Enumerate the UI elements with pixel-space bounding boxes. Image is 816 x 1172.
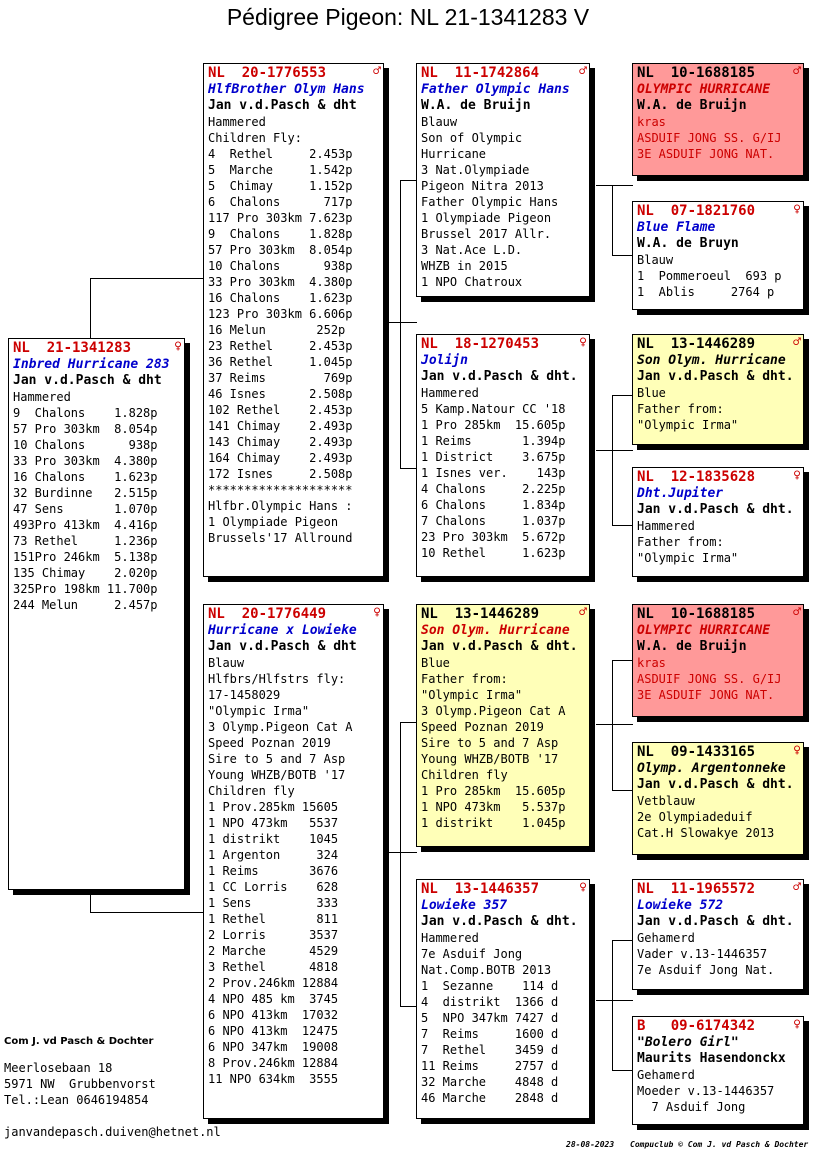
- info-line: 1 Reims 1.394p: [421, 434, 566, 448]
- connector: [596, 724, 633, 725]
- info-line: 3 Olymp.Pigeon Cat A: [421, 704, 566, 718]
- info-line: 102 Rethel 2.453p: [208, 403, 353, 417]
- pigeon-name: Dht.Jupiter: [637, 486, 724, 501]
- ring-number: NL 11-1965572: [637, 881, 756, 897]
- info-line: Moeder v.13-1446357: [637, 1084, 775, 1098]
- email-address: janvandepasch.duiven@hetnet.nl: [4, 1125, 221, 1139]
- info-line: Father from:: [637, 535, 724, 549]
- connector: [612, 1070, 633, 1071]
- info-line: 1 Ablis 2764 p: [637, 285, 775, 299]
- info-line: "Olympic Irma": [637, 418, 739, 432]
- owner-name: W.A. de Bruyn: [637, 236, 739, 251]
- info-line: Hammered: [421, 386, 479, 400]
- info-line: 4 distrikt 1366 d: [421, 995, 559, 1009]
- info-line: Gehamerd: [637, 931, 695, 945]
- info-line: 11 Reims 2757 d: [421, 1059, 559, 1073]
- sex-symbol: ♂: [793, 64, 801, 79]
- info-line: 3 Nat.Ace L.D.: [421, 243, 523, 257]
- info-line: "Olympic Irma": [208, 704, 310, 718]
- info-line: 46 Marche 2848 d: [421, 1091, 559, 1105]
- info-line: 47 Sens 1.070p: [13, 502, 158, 516]
- info-line: 57 Pro 303km 8.054p: [208, 243, 353, 257]
- info-line: 6 NPO 347km 19008: [208, 1040, 339, 1054]
- connector: [400, 468, 417, 469]
- info-line: 7 Rethel 3459 d: [421, 1043, 559, 1057]
- connector: [596, 1000, 633, 1001]
- credit-line: Compuclub © Com J. vd Pasch & Dochter: [630, 1140, 809, 1149]
- sex-symbol: ♀: [174, 339, 182, 354]
- connector: [400, 180, 417, 181]
- info-line: 1 NPO 473km 5537: [208, 816, 339, 830]
- owner-name: W.A. de Bruijn: [421, 98, 531, 113]
- connector: [612, 790, 633, 791]
- owner-name: W.A. de Bruijn: [637, 639, 747, 654]
- ring-number: NL 07-1821760: [637, 203, 756, 219]
- info-line: Speed Poznan 2019: [421, 720, 544, 734]
- info-line: 1 NPO Chatroux: [421, 275, 523, 289]
- ring-number: NL 11-1742864: [421, 65, 540, 81]
- info-line: 1 District 3.675p: [421, 450, 566, 464]
- info-line: 33 Pro 303km 4.380p: [208, 275, 353, 289]
- info-line: Blauw: [208, 656, 245, 670]
- info-line: 5 Marche 1.542p: [208, 163, 353, 177]
- info-line: 9 Chalons 1.828p: [208, 227, 353, 241]
- pigeon-name: Jolijn: [421, 353, 468, 368]
- connector: [612, 660, 613, 790]
- pigeon-name: Hurricane x Lowieke: [208, 623, 357, 638]
- pigeon-name: Olymp. Argentonneke: [637, 761, 786, 776]
- ring-number: NL 13-1446289: [421, 606, 540, 622]
- info-line: 7e Asduif Jong Nat.: [637, 963, 775, 977]
- info-line: 3E ASDUIF JONG NAT.: [637, 147, 775, 161]
- info-line: Brussel 2017 Allr.: [421, 227, 552, 241]
- owner-name: Jan v.d.Pasch & dht.: [421, 914, 578, 929]
- info-line: 3E ASDUIF JONG NAT.: [637, 688, 775, 702]
- info-line: 23 Pro 303km 5.672p: [421, 530, 566, 544]
- info-line: 123 Pro 303km 6.606p: [208, 307, 353, 321]
- owner-name: Jan v.d.Pasch & dht.: [421, 639, 578, 654]
- pigeon-card-father: [203, 63, 384, 577]
- info-line: 1 Olympiade Pigeon: [208, 515, 339, 529]
- pigeon-name: Lowieke 572: [637, 898, 724, 913]
- connector: [90, 278, 91, 340]
- info-line: 6 Chalons 1.834p: [421, 498, 566, 512]
- info-line: 32 Burdinne 2.515p: [13, 486, 158, 500]
- info-line: 1 distrikt 1.045p: [421, 816, 566, 830]
- sex-symbol: ♀: [793, 468, 801, 483]
- ring-number: NL 13-1446289: [637, 336, 756, 352]
- ring-number: NL 18-1270453: [421, 336, 540, 352]
- owner-name: Jan v.d.Pasch & dht.: [637, 369, 794, 384]
- sex-symbol: ♀: [579, 880, 587, 895]
- info-line: 36 Rethel 1.045p: [208, 355, 353, 369]
- info-line: ASDUIF JONG SS. G/IJ: [637, 131, 782, 145]
- ring-number: NL 13-1446357: [421, 881, 540, 897]
- ring-number: NL 12-1835628: [637, 469, 756, 485]
- info-line: 3 Nat.Olympiade: [421, 163, 530, 177]
- info-line: Hurricane: [421, 147, 487, 161]
- owner-name: Jan v.d.Pasch & dht: [208, 639, 357, 654]
- owner-name: Jan v.d.Pasch & dht: [13, 373, 162, 388]
- pigeon-card-mother: [203, 604, 384, 1119]
- owner-name: Jan v.d.Pasch & dht: [208, 98, 357, 113]
- sex-symbol: ♂: [793, 605, 801, 620]
- info-line: Father from:: [421, 672, 508, 686]
- info-line: 1 Pro 285km 15.605p: [421, 418, 566, 432]
- sex-symbol: ♂: [793, 880, 801, 895]
- ring-number: NL 10-1688185: [637, 606, 756, 622]
- pigeon-card-mmf: [632, 879, 804, 990]
- info-line: 57 Pro 303km 8.054p: [13, 422, 158, 436]
- info-line: Hammered: [421, 931, 479, 945]
- ring-number: B 09-6174342: [637, 1018, 756, 1034]
- info-line: 244 Melun 2.457p: [13, 598, 158, 612]
- info-line: WHZB in 2015: [421, 259, 508, 273]
- info-line: Blauw: [637, 253, 674, 267]
- pigeon-card-main: [8, 338, 185, 890]
- owner-name: Jan v.d.Pasch & dht.: [637, 914, 794, 929]
- info-line: 11 NPO 634km 3555: [208, 1072, 339, 1086]
- info-line: kras: [637, 656, 666, 670]
- sex-symbol: ♂: [373, 64, 381, 79]
- info-line: 117 Pro 303km 7.623p: [208, 211, 353, 225]
- info-line: Gehamerd: [637, 1068, 695, 1082]
- pigeon-card-fff: [632, 63, 804, 176]
- info-line: 17-1458029: [208, 688, 281, 702]
- info-line: Hammered: [13, 390, 71, 404]
- pigeon-card-ffm: [632, 201, 804, 310]
- sex-symbol: ♂: [579, 605, 587, 620]
- info-line: 10 Chalons 938p: [13, 438, 158, 452]
- ring-number: NL 20-1776449: [208, 606, 327, 622]
- info-line: Father Olympic Hans: [421, 195, 559, 209]
- info-line: Blue: [421, 656, 450, 670]
- pigeon-name: Son Olym. Hurricane: [421, 623, 570, 638]
- info-line: 32 Marche 4848 d: [421, 1075, 559, 1089]
- info-line: ASDUIF JONG SS. G/IJ: [637, 672, 782, 686]
- info-line: 141 Chimay 2.493p: [208, 419, 353, 433]
- info-line: Father from:: [637, 402, 724, 416]
- info-line: 7 Asduif Jong: [637, 1100, 746, 1114]
- pigeon-card-mother-father: [416, 604, 590, 847]
- ring-number: NL 09-1433165: [637, 744, 756, 760]
- info-line: 1 Pro 285km 15.605p: [421, 784, 566, 798]
- connector: [612, 660, 633, 661]
- info-line: Cat.H Slowakye 2013: [637, 826, 775, 840]
- pigeon-name: "Bolero Girl": [637, 1035, 739, 1050]
- info-line: 46 Isnes 2.508p: [208, 387, 353, 401]
- connector: [90, 278, 204, 279]
- info-line: Blue: [637, 386, 666, 400]
- info-line: 6 NPO 413km 17032: [208, 1008, 339, 1022]
- sex-symbol: ♀: [793, 1017, 801, 1032]
- info-line: 1 Prov.285km 15605: [208, 800, 339, 814]
- info-line: 4 NPO 485 km 3745: [208, 992, 339, 1006]
- info-line: 1 Sezanne 114 d: [421, 979, 559, 993]
- info-line: 1 Olympiade Pigeon: [421, 211, 552, 225]
- pigeon-name: Inbred Hurricane 283: [13, 357, 170, 372]
- pigeon-name: Son Olym. Hurricane: [637, 353, 786, 368]
- company-name: Com J. vd Pasch & Dochter: [4, 1036, 154, 1047]
- connector: [90, 912, 204, 913]
- info-line: 172 Isnes 2.508p: [208, 467, 353, 481]
- owner-name: Maurits Hasendonckx: [637, 1051, 786, 1066]
- info-line: Blauw: [421, 115, 458, 129]
- info-line: kras: [637, 115, 666, 129]
- pigeon-name: OLYMPIC HURRICANE: [637, 623, 771, 638]
- info-line: 143 Chimay 2.493p: [208, 435, 353, 449]
- pigeon-card-fmf: [632, 334, 804, 445]
- connector: [400, 722, 417, 723]
- pigeon-card-fmm: [632, 467, 804, 577]
- info-line: Children fly: [208, 784, 295, 798]
- ring-number: NL 10-1688185: [637, 65, 756, 81]
- info-line: 73 Rethel 1.236p: [13, 534, 158, 548]
- ring-number: NL 21-1341283: [13, 340, 132, 356]
- phone-number: Tel.:Lean 0646194854: [4, 1093, 149, 1107]
- connector: [400, 1006, 417, 1007]
- info-line: Hlfbr.Olympic Hans :: [208, 499, 353, 513]
- connector: [400, 180, 401, 468]
- info-line: 1 Isnes ver. 143p: [421, 466, 566, 480]
- info-line: ********************: [208, 483, 353, 497]
- connector: [612, 185, 613, 255]
- pigeon-card-mother-mother: [416, 879, 590, 1119]
- owner-name: W.A. de Bruijn: [637, 98, 747, 113]
- info-line: Young WHZB/BOTB '17: [421, 752, 559, 766]
- info-line: 4 Chalons 2.225p: [421, 482, 566, 496]
- ring-number: NL 20-1776553: [208, 65, 327, 81]
- info-line: 1 NPO 473km 5.537p: [421, 800, 566, 814]
- info-line: 7e Asduif Jong: [421, 947, 523, 961]
- info-line: Hammered: [637, 519, 695, 533]
- info-line: "Olympic Irma": [421, 688, 523, 702]
- pigeon-name: Blue Flame: [637, 220, 716, 235]
- sex-symbol: ♀: [793, 202, 801, 217]
- info-line: 1 Rethel 811: [208, 912, 339, 926]
- info-line: 151Pro 246km 5.138p: [13, 550, 158, 564]
- info-line: 1 Sens 333: [208, 896, 339, 910]
- info-line: 1 CC Lorris 628: [208, 880, 339, 894]
- info-line: Nat.Comp.BOTB 2013: [421, 963, 552, 977]
- info-line: Vetblauw: [637, 794, 695, 808]
- info-line: 1 Pommeroeul 693 p: [637, 269, 782, 283]
- info-line: 135 Chimay 2.020p: [13, 566, 158, 580]
- info-line: 5 Chimay 1.152p: [208, 179, 353, 193]
- info-line: 2 Prov.246km 12884: [208, 976, 339, 990]
- owner-name: Jan v.d.Pasch & dht.: [421, 369, 578, 384]
- pigeon-name: Lowieke 357: [421, 898, 508, 913]
- pigeon-card-mfm: [632, 742, 804, 855]
- pigeon-name: OLYMPIC HURRICANE: [637, 82, 771, 97]
- info-line: 2 Lorris 3537: [208, 928, 339, 942]
- info-line: 7 Reims 1600 d: [421, 1027, 559, 1041]
- connector: [596, 450, 633, 451]
- owner-name: Jan v.d.Pasch & dht.: [637, 502, 794, 517]
- info-line: 7 Chalons 1.037p: [421, 514, 566, 528]
- print-date: 28-08-2023: [566, 1140, 615, 1149]
- info-line: Young WHZB/BOTB '17: [208, 768, 346, 782]
- address-line-1: Meerlosebaan 18: [4, 1061, 113, 1075]
- page-title: Pédigree Pigeon: NL 21-1341283 V: [226, 4, 590, 30]
- info-line: 33 Pro 303km 4.380p: [13, 454, 158, 468]
- info-line: 10 Rethel 1.623p: [421, 546, 566, 560]
- owner-name: Jan v.d.Pasch & dht.: [637, 777, 794, 792]
- info-line: 5 Kamp.Natour CC '18: [421, 402, 566, 416]
- info-line: 5 NPO 347km 7427 d: [421, 1011, 559, 1025]
- info-line: Children Fly:: [208, 131, 302, 145]
- info-line: Sire to 5 and 7 Asp: [208, 752, 346, 766]
- info-line: 325Pro 198km 11.700p: [13, 582, 158, 596]
- info-line: 6 Chalons 717p: [208, 195, 353, 209]
- info-line: 2e Olympiadeduif: [637, 810, 753, 824]
- pigeon-card-mff: [632, 604, 804, 717]
- info-line: Sire to 5 and 7 Asp: [421, 736, 559, 750]
- pigeon-card-mmm: [632, 1016, 804, 1125]
- info-line: 1 Reims 3676: [208, 864, 339, 878]
- info-line: 4 Rethel 2.453p: [208, 147, 353, 161]
- info-line: 164 Chimay 2.493p: [208, 451, 353, 465]
- info-line: 10 Chalons 938p: [208, 259, 353, 273]
- connector: [596, 185, 633, 186]
- info-line: Hlfbrs/Hlfstrs fly:: [208, 672, 346, 686]
- sex-symbol: ♀: [373, 605, 381, 620]
- connector: [612, 255, 633, 256]
- pigeon-name: Father Olympic Hans: [421, 82, 570, 97]
- sex-symbol: ♂: [793, 335, 801, 350]
- connector: [612, 395, 633, 396]
- info-line: 16 Chalons 1.623p: [208, 291, 353, 305]
- info-line: 3 Olymp.Pigeon Cat A: [208, 720, 353, 734]
- info-line: Son of Olympic: [421, 131, 523, 145]
- info-line: 8 Prov.246km 12884: [208, 1056, 339, 1070]
- pigeon-card-father-father: [416, 63, 590, 297]
- info-line: Hammered: [208, 115, 266, 129]
- info-line: 16 Chalons 1.623p: [13, 470, 158, 484]
- info-line: 16 Melun 252p: [208, 323, 346, 337]
- info-line: 23 Rethel 2.453p: [208, 339, 353, 353]
- info-line: Pigeon Nitra 2013: [421, 179, 544, 193]
- sex-symbol: ♂: [579, 64, 587, 79]
- connector: [400, 722, 401, 1006]
- info-line: 493Pro 413km 4.416p: [13, 518, 158, 532]
- pigeon-card-father-mother: [416, 334, 590, 577]
- info-line: 37 Reims 769p: [208, 371, 353, 385]
- sex-symbol: ♀: [579, 335, 587, 350]
- info-line: Brussels'17 Allround: [208, 531, 353, 545]
- info-line: 1 distrikt 1045: [208, 832, 339, 846]
- info-line: Speed Poznan 2019: [208, 736, 331, 750]
- info-line: Children fly: [421, 768, 508, 782]
- address-line-2: 5971 NW Grubbenvorst: [4, 1077, 156, 1091]
- sex-symbol: ♀: [793, 743, 801, 758]
- info-line: 9 Chalons 1.828p: [13, 406, 158, 420]
- info-line: Vader v.13-1446357: [637, 947, 768, 961]
- connector: [612, 940, 633, 941]
- connector: [612, 940, 613, 1070]
- connector: [612, 525, 633, 526]
- pigeon-name: HlfBrother Olym Hans: [208, 82, 365, 97]
- info-line: 1 Argenton 324: [208, 848, 339, 862]
- info-line: 3 Rethel 4818: [208, 960, 339, 974]
- info-line: 6 NPO 413km 12475: [208, 1024, 339, 1038]
- connector: [612, 395, 613, 525]
- info-line: 2 Marche 4529: [208, 944, 339, 958]
- info-line: "Olympic Irma": [637, 551, 739, 565]
